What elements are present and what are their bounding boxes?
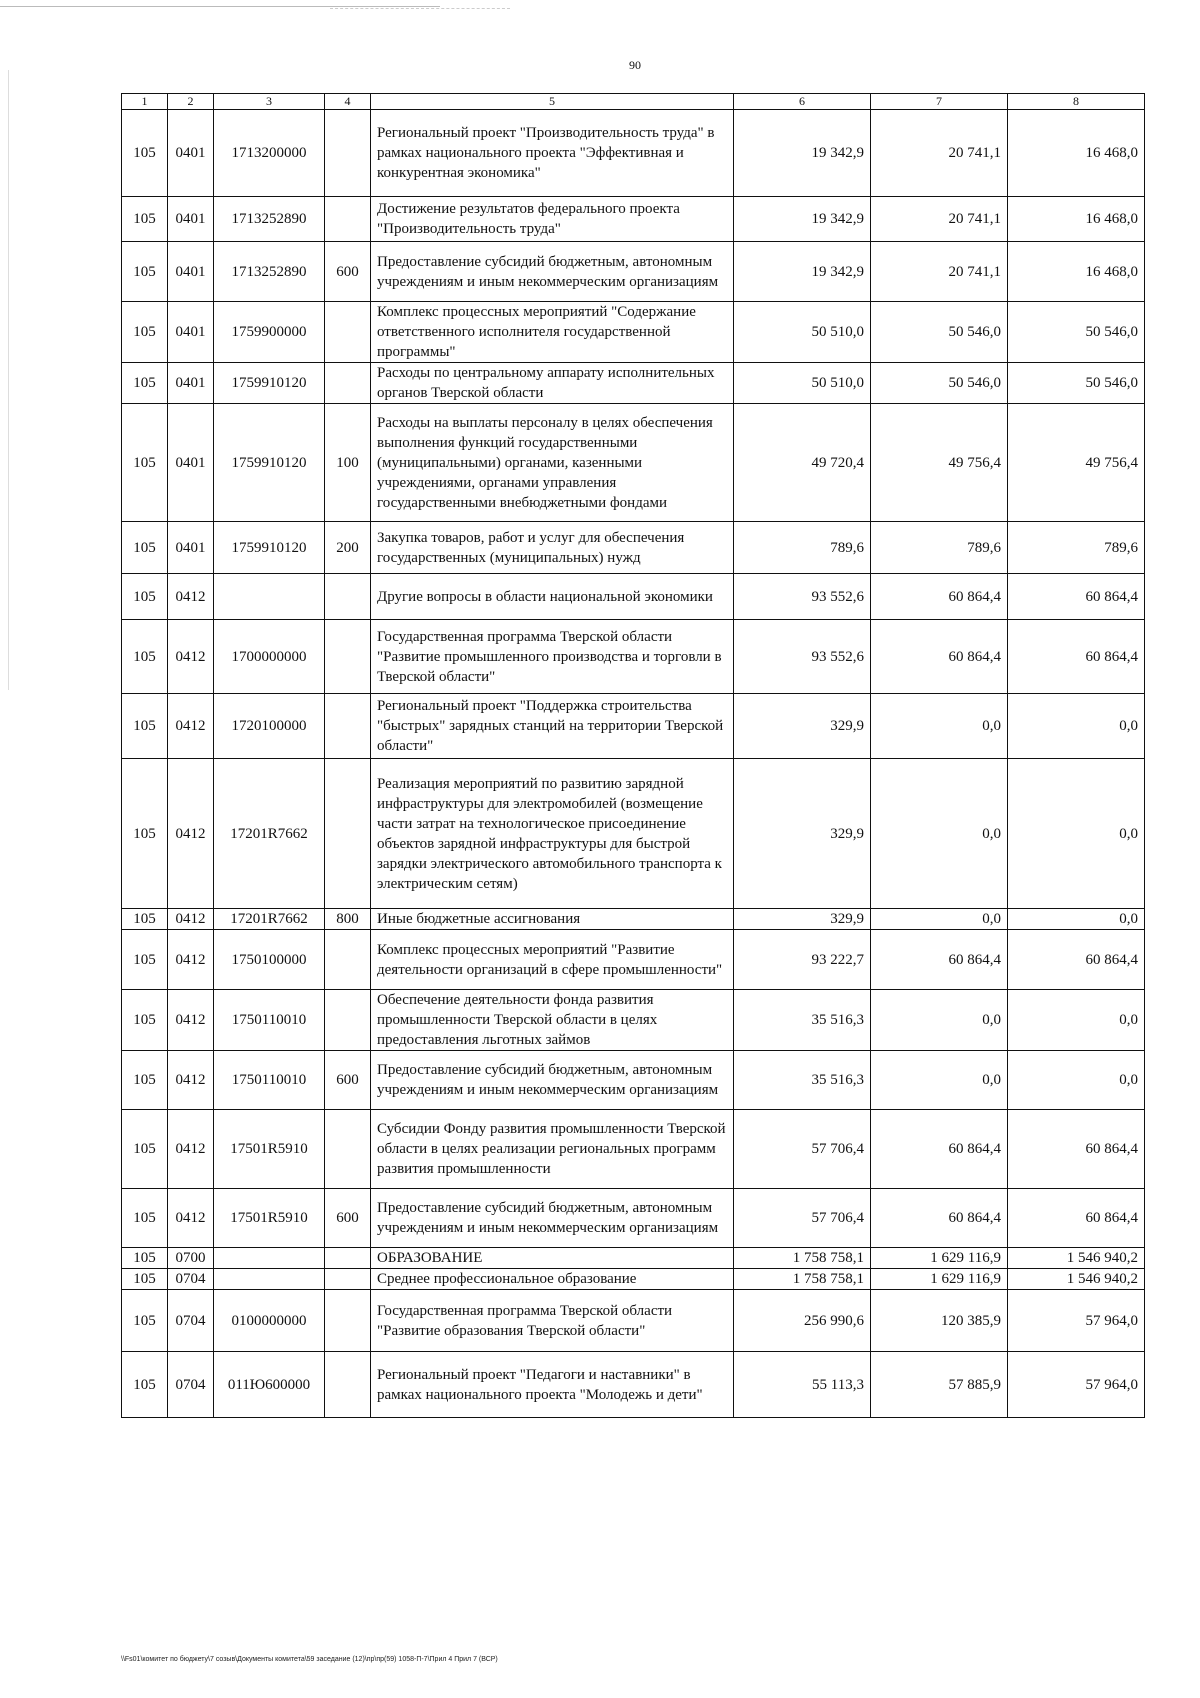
amount-col7-cell: 49 756,4 (871, 404, 1008, 522)
table-row (122, 404, 1145, 522)
table-row (122, 1110, 1145, 1189)
amount-col6-cell: 1 758 758,1 (734, 1269, 871, 1290)
item-name-cell: Комплекс процессных мероприятий "Развитие деятельности организаций в сфере промышленности" (371, 930, 734, 990)
column-header: 1 (122, 94, 168, 110)
admin-code-cell: 105 (122, 302, 168, 363)
amount-col8-cell: 0,0 (1008, 759, 1145, 909)
column-header: 4 (325, 94, 371, 110)
expense-type-cell (325, 197, 371, 242)
section-code-cell: 0412 (168, 1189, 214, 1248)
admin-code-cell: 105 (122, 197, 168, 242)
expense-type-cell (325, 1110, 371, 1189)
column-header: 2 (168, 94, 214, 110)
target-article-cell: 1713200000 (214, 110, 325, 197)
amount-col6-cell: 50 510,0 (734, 363, 871, 404)
amount-col8-cell: 60 864,4 (1008, 1189, 1145, 1248)
target-article-cell: 17501R5910 (214, 1189, 325, 1248)
item-name-cell: Государственная программа Тверской области "Развитие промышленного производства и торговли в Тверской области" (371, 620, 734, 694)
expense-type-cell: 800 (325, 909, 371, 930)
expense-type-cell (325, 620, 371, 694)
admin-code-cell: 105 (122, 522, 168, 574)
amount-col7-cell: 57 885,9 (871, 1352, 1008, 1418)
amount-col8-cell: 60 864,4 (1008, 930, 1145, 990)
section-code-cell: 0401 (168, 363, 214, 404)
table-row (122, 909, 1145, 930)
item-name-cell: Реализация мероприятий по развитию зарядной инфраструктуры для электромобилей (возмещение части затрат на технологическое присоединение объектов зарядной инфраструктуры для быстрой зарядки электрического автомобильного транспорта к электрическим сетям) (371, 759, 734, 909)
admin-code-cell: 105 (122, 1051, 168, 1110)
section-code-cell: 0412 (168, 759, 214, 909)
admin-code-cell: 105 (122, 1352, 168, 1418)
amount-col7-cell: 20 741,1 (871, 110, 1008, 197)
section-code-cell: 0401 (168, 242, 214, 302)
admin-code-cell: 105 (122, 990, 168, 1051)
admin-code-cell: 105 (122, 1110, 168, 1189)
target-article-cell: 1750110010 (214, 1051, 325, 1110)
amount-col6-cell: 35 516,3 (734, 1051, 871, 1110)
amount-col8-cell: 0,0 (1008, 1051, 1145, 1110)
amount-col8-cell: 0,0 (1008, 694, 1145, 759)
amount-col6-cell: 19 342,9 (734, 197, 871, 242)
expense-type-cell (325, 990, 371, 1051)
amount-col8-cell: 60 864,4 (1008, 1110, 1145, 1189)
amount-col6-cell: 57 706,4 (734, 1189, 871, 1248)
target-article-cell: 1750100000 (214, 930, 325, 990)
target-article-cell: 1700000000 (214, 620, 325, 694)
amount-col7-cell: 0,0 (871, 694, 1008, 759)
item-name-cell: Расходы на выплаты персоналу в целях обеспечения выполнения функций государственными (муниципальными) органами, казенными учреждениями, органами управления государственными внебюджетными фондами (371, 404, 734, 522)
section-code-cell: 0401 (168, 522, 214, 574)
item-name-cell: Достижение результатов федерального проекта "Производительность труда" (371, 197, 734, 242)
item-name-cell: Расходы по центральному аппарату исполнительных органов Тверской области (371, 363, 734, 404)
amount-col7-cell: 789,6 (871, 522, 1008, 574)
expense-type-cell (325, 1269, 371, 1290)
section-code-cell: 0412 (168, 1051, 214, 1110)
item-name-cell: Субсидии Фонду развития промышленности Тверской области в целях реализации региональных программ развития промышленности (371, 1110, 734, 1189)
target-article-cell (214, 1269, 325, 1290)
table-row (122, 197, 1145, 242)
amount-col8-cell: 57 964,0 (1008, 1290, 1145, 1352)
admin-code-cell: 105 (122, 404, 168, 522)
amount-col6-cell: 93 552,6 (734, 620, 871, 694)
admin-code-cell: 105 (122, 620, 168, 694)
amount-col6-cell: 93 222,7 (734, 930, 871, 990)
admin-code-cell: 105 (122, 1290, 168, 1352)
amount-col8-cell: 50 546,0 (1008, 302, 1145, 363)
budget-table (121, 93, 1145, 1418)
column-header: 6 (734, 94, 871, 110)
admin-code-cell: 105 (122, 574, 168, 620)
amount-col6-cell: 256 990,6 (734, 1290, 871, 1352)
section-code-cell: 0401 (168, 404, 214, 522)
item-name-cell: Региональный проект "Поддержка строительства "быстрых" зарядных станций на территории Тверской области" (371, 694, 734, 759)
section-code-cell: 0704 (168, 1352, 214, 1418)
column-header: 3 (214, 94, 325, 110)
expense-type-cell: 600 (325, 242, 371, 302)
target-article-cell (214, 1248, 325, 1269)
target-article-cell: 1759900000 (214, 302, 325, 363)
item-name-cell: Обеспечение деятельности фонда развития промышленности Тверской области в целях предоставления льготных займов (371, 990, 734, 1051)
admin-code-cell: 105 (122, 1248, 168, 1269)
admin-code-cell: 105 (122, 694, 168, 759)
amount-col8-cell: 16 468,0 (1008, 110, 1145, 197)
expense-type-cell (325, 302, 371, 363)
table-row (122, 110, 1145, 197)
amount-col8-cell: 60 864,4 (1008, 620, 1145, 694)
amount-col6-cell: 329,9 (734, 909, 871, 930)
section-code-cell: 0412 (168, 1110, 214, 1189)
item-name-cell: Предоставление субсидий бюджетным, автономным учреждениям и иным некоммерческим организациям (371, 1189, 734, 1248)
item-name-cell: Предоставление субсидий бюджетным, автономным учреждениям и иным некоммерческим организациям (371, 242, 734, 302)
target-article-cell: 17201R7662 (214, 759, 325, 909)
table-row (122, 363, 1145, 404)
expense-type-cell: 600 (325, 1051, 371, 1110)
item-name-cell: Государственная программа Тверской области "Развитие образования Тверской области" (371, 1290, 734, 1352)
amount-col6-cell: 329,9 (734, 694, 871, 759)
expense-type-cell: 600 (325, 1189, 371, 1248)
table-row (122, 242, 1145, 302)
table-row (122, 620, 1145, 694)
amount-col7-cell: 60 864,4 (871, 574, 1008, 620)
item-name-cell: Предоставление субсидий бюджетным, автономным учреждениям и иным некоммерческим организациям (371, 1051, 734, 1110)
amount-col6-cell: 55 113,3 (734, 1352, 871, 1418)
amount-col6-cell: 57 706,4 (734, 1110, 871, 1189)
section-code-cell: 0401 (168, 110, 214, 197)
target-article-cell: 17501R5910 (214, 1110, 325, 1189)
expense-type-cell: 200 (325, 522, 371, 574)
table-row (122, 574, 1145, 620)
admin-code-cell: 105 (122, 110, 168, 197)
section-code-cell: 0412 (168, 990, 214, 1051)
amount-col8-cell: 50 546,0 (1008, 363, 1145, 404)
item-name-cell: Комплекс процессных мероприятий "Содержание ответственного исполнителя государственной программы" (371, 302, 734, 363)
amount-col7-cell: 60 864,4 (871, 930, 1008, 990)
target-article-cell: 1759910120 (214, 363, 325, 404)
amount-col7-cell: 50 546,0 (871, 363, 1008, 404)
amount-col7-cell: 20 741,1 (871, 242, 1008, 302)
amount-col8-cell: 789,6 (1008, 522, 1145, 574)
section-code-cell: 0412 (168, 694, 214, 759)
section-code-cell: 0401 (168, 302, 214, 363)
item-name-cell: Среднее профессиональное образование (371, 1269, 734, 1290)
expense-type-cell: 100 (325, 404, 371, 522)
expense-type-cell (325, 759, 371, 909)
column-header: 7 (871, 94, 1008, 110)
amount-col7-cell: 60 864,4 (871, 620, 1008, 694)
target-article-cell: 1713252890 (214, 242, 325, 302)
admin-code-cell: 105 (122, 363, 168, 404)
amount-col7-cell: 60 864,4 (871, 1110, 1008, 1189)
table-row (122, 759, 1145, 909)
column-header: 8 (1008, 94, 1145, 110)
table-header-row (122, 94, 1145, 110)
item-name-cell: ОБРАЗОВАНИЕ (371, 1248, 734, 1269)
page-number: 90 (629, 58, 641, 72)
scan-edge-line (330, 8, 510, 9)
target-article-cell: 1720100000 (214, 694, 325, 759)
amount-col6-cell: 19 342,9 (734, 110, 871, 197)
table-row (122, 522, 1145, 574)
target-article-cell: 1713252890 (214, 197, 325, 242)
amount-col8-cell: 57 964,0 (1008, 1352, 1145, 1418)
table-row (122, 1189, 1145, 1248)
amount-col6-cell: 1 758 758,1 (734, 1248, 871, 1269)
amount-col8-cell: 1 546 940,2 (1008, 1248, 1145, 1269)
amount-col7-cell: 20 741,1 (871, 197, 1008, 242)
admin-code-cell: 105 (122, 1269, 168, 1290)
target-article-cell: 0100000000 (214, 1290, 325, 1352)
item-name-cell: Региональный проект "Производительность труда" в рамках национального проекта "Эффективная и конкурентная экономика" (371, 110, 734, 197)
amount-col7-cell: 1 629 116,9 (871, 1269, 1008, 1290)
expense-type-cell (325, 110, 371, 197)
expense-type-cell (325, 694, 371, 759)
item-name-cell: Другие вопросы в области национальной экономики (371, 574, 734, 620)
amount-col8-cell: 1 546 940,2 (1008, 1269, 1145, 1290)
expense-type-cell (325, 363, 371, 404)
amount-col6-cell: 50 510,0 (734, 302, 871, 363)
table-row (122, 990, 1145, 1051)
amount-col7-cell: 60 864,4 (871, 1189, 1008, 1248)
target-article-cell: 17201R7662 (214, 909, 325, 930)
table-row (122, 1290, 1145, 1352)
target-article-cell (214, 574, 325, 620)
target-article-cell: 011Ю600000 (214, 1352, 325, 1418)
admin-code-cell: 105 (122, 1189, 168, 1248)
admin-code-cell: 105 (122, 759, 168, 909)
expense-type-cell (325, 574, 371, 620)
table-row (122, 1352, 1145, 1418)
table-row (122, 1051, 1145, 1110)
target-article-cell: 1759910120 (214, 522, 325, 574)
section-code-cell: 0412 (168, 930, 214, 990)
amount-col7-cell: 50 546,0 (871, 302, 1008, 363)
table-row (122, 930, 1145, 990)
scan-edge-line (8, 70, 9, 690)
amount-col7-cell: 1 629 116,9 (871, 1248, 1008, 1269)
amount-col7-cell: 0,0 (871, 1051, 1008, 1110)
amount-col7-cell: 120 385,9 (871, 1290, 1008, 1352)
amount-col7-cell: 0,0 (871, 759, 1008, 909)
expense-type-cell (325, 930, 371, 990)
amount-col8-cell: 0,0 (1008, 909, 1145, 930)
admin-code-cell: 105 (122, 909, 168, 930)
section-code-cell: 0412 (168, 620, 214, 694)
amount-col6-cell: 49 720,4 (734, 404, 871, 522)
section-code-cell: 0412 (168, 909, 214, 930)
amount-col6-cell: 19 342,9 (734, 242, 871, 302)
amount-col6-cell: 329,9 (734, 759, 871, 909)
expense-type-cell (325, 1248, 371, 1269)
expense-type-cell (325, 1290, 371, 1352)
section-code-cell: 0704 (168, 1290, 214, 1352)
section-code-cell: 0704 (168, 1269, 214, 1290)
target-article-cell: 1750110010 (214, 990, 325, 1051)
table-row (122, 302, 1145, 363)
amount-col6-cell: 35 516,3 (734, 990, 871, 1051)
section-code-cell: 0401 (168, 197, 214, 242)
expense-type-cell (325, 1352, 371, 1418)
item-name-cell: Иные бюджетные ассигнования (371, 909, 734, 930)
amount-col7-cell: 0,0 (871, 990, 1008, 1051)
amount-col8-cell: 16 468,0 (1008, 242, 1145, 302)
admin-code-cell: 105 (122, 930, 168, 990)
target-article-cell: 1759910120 (214, 404, 325, 522)
amount-col8-cell: 16 468,0 (1008, 197, 1145, 242)
amount-col6-cell: 93 552,6 (734, 574, 871, 620)
amount-col8-cell: 0,0 (1008, 990, 1145, 1051)
table-row (122, 1269, 1145, 1290)
scan-edge-line (0, 6, 440, 7)
amount-col8-cell: 49 756,4 (1008, 404, 1145, 522)
amount-col6-cell: 789,6 (734, 522, 871, 574)
section-code-cell: 0700 (168, 1248, 214, 1269)
column-header: 5 (371, 94, 734, 110)
item-name-cell: Региональный проект "Педагоги и наставники" в рамках национального проекта "Молодежь и дети" (371, 1352, 734, 1418)
amount-col8-cell: 60 864,4 (1008, 574, 1145, 620)
amount-col7-cell: 0,0 (871, 909, 1008, 930)
item-name-cell: Закупка товаров, работ и услуг для обеспечения государственных (муниципальных) нужд (371, 522, 734, 574)
admin-code-cell: 105 (122, 242, 168, 302)
file-path-footer: \\Fs01\комитет по бюджету\7 созыв\Документы комитета\59 заседание (12)\пр\пр(59) 1058-П-7\Прил 4 Прил 7 (ВСР) (121, 1656, 498, 1663)
table-row (122, 1248, 1145, 1269)
table-row (122, 694, 1145, 759)
section-code-cell: 0412 (168, 574, 214, 620)
